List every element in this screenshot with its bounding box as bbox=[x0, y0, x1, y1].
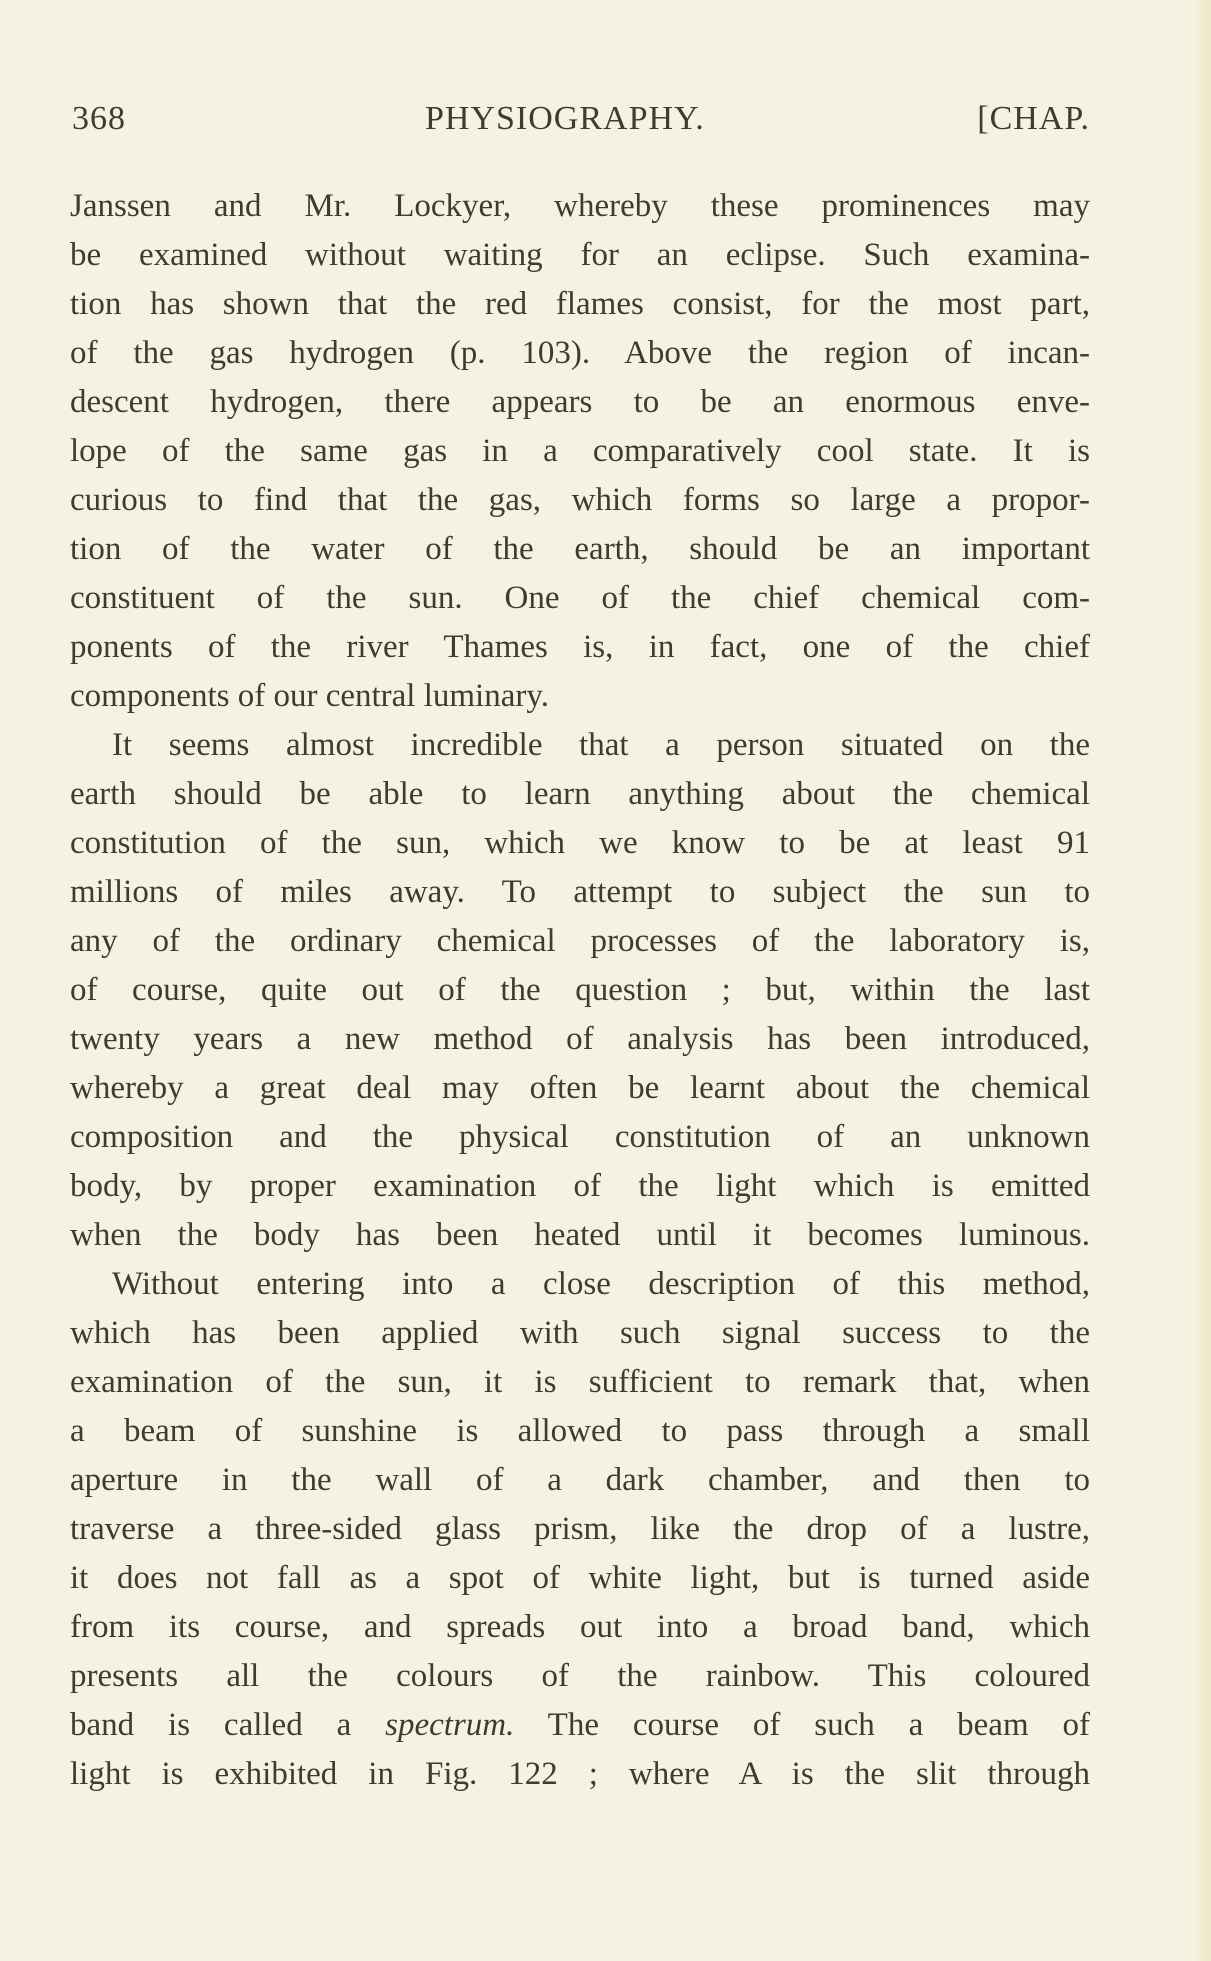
text-line: of the gas hydrogen (p. 103). Above the region of incan- bbox=[70, 335, 1090, 371]
text-line: presents all the colours of the rainbow. This coloured bbox=[70, 1658, 1090, 1694]
text-line: millions of miles away. To attempt to subject the sun to bbox=[70, 874, 1090, 910]
text-line: components of our central luminary. bbox=[70, 678, 549, 714]
text-line: curious to find that the gas, which forms so large a propor- bbox=[70, 482, 1090, 518]
text-line: Without entering into a close description of this method, bbox=[112, 1266, 1090, 1302]
running-title: PHYSIOGRAPHY. bbox=[425, 100, 705, 137]
text-line: a beam of sunshine is allowed to pass through a small bbox=[70, 1413, 1090, 1449]
text-line: tion has shown that the red flames consist, for the most part, bbox=[70, 286, 1090, 322]
text-line: of course, quite out of the question ; but, within the last bbox=[70, 972, 1090, 1008]
text-line: twenty years a new method of analysis has been introduced, bbox=[70, 1021, 1090, 1057]
text-line: aperture in the wall of a dark chamber, and then to bbox=[70, 1462, 1090, 1498]
text-line: lope of the same gas in a comparatively cool state. It is bbox=[70, 433, 1090, 469]
running-header bbox=[70, 100, 1090, 150]
text-line: which has been applied with such signal success to the bbox=[70, 1315, 1090, 1351]
text-line: be examined without waiting for an eclipse. Such examina- bbox=[70, 237, 1090, 273]
page-edge bbox=[1193, 0, 1211, 1961]
text-line: whereby a great deal may often be learnt about the chemical bbox=[70, 1070, 1090, 1106]
text-line: constitution of the sun, which we know to be at least 91 bbox=[70, 825, 1090, 861]
chapter-mark: [CHAP. bbox=[977, 100, 1090, 137]
text-line: examination of the sun, it is sufficient to remark that, when bbox=[70, 1364, 1090, 1400]
text-line: light is exhibited in Fig. 122 ; where A is the slit through bbox=[70, 1756, 1090, 1792]
text-line: Janssen and Mr. Lockyer, whereby these prominences may bbox=[70, 188, 1090, 224]
text-line: from its course, and spreads out into a broad band, which bbox=[70, 1609, 1090, 1645]
spectrum-term: spectrum. bbox=[385, 1707, 515, 1743]
text-line: body, by proper examination of the light which is emitted bbox=[70, 1168, 1090, 1204]
text-line: it does not fall as a spot of white light, but is turned aside bbox=[70, 1560, 1090, 1596]
text-line: when the body has been heated until it becomes luminous. bbox=[70, 1217, 1090, 1253]
page-number: 368 bbox=[72, 100, 126, 137]
text-segment: The course of such a beam of bbox=[514, 1707, 1090, 1743]
body-text bbox=[70, 182, 1090, 1799]
text-line: ponents of the river Thames is, in fact, one of the chief bbox=[70, 629, 1090, 665]
text-line: traverse a three-sided glass prism, like the drop of a lustre, bbox=[70, 1511, 1090, 1547]
text-line: any of the ordinary chemical processes of the laboratory is, bbox=[70, 923, 1090, 959]
text-line: descent hydrogen, there appears to be an enormous enve- bbox=[70, 384, 1090, 420]
text-line: earth should be able to learn anything about the chemical bbox=[70, 776, 1090, 812]
text-line: tion of the water of the earth, should be an important bbox=[70, 531, 1090, 567]
text-line: It seems almost incredible that a person situated on the bbox=[112, 727, 1090, 763]
text-line: composition and the physical constitution of an unknown bbox=[70, 1119, 1090, 1155]
text-segment: band is called a bbox=[70, 1707, 386, 1743]
text-line bbox=[70, 1701, 1090, 1750]
text-line: constituent of the sun. One of the chief chemical com- bbox=[70, 580, 1090, 616]
